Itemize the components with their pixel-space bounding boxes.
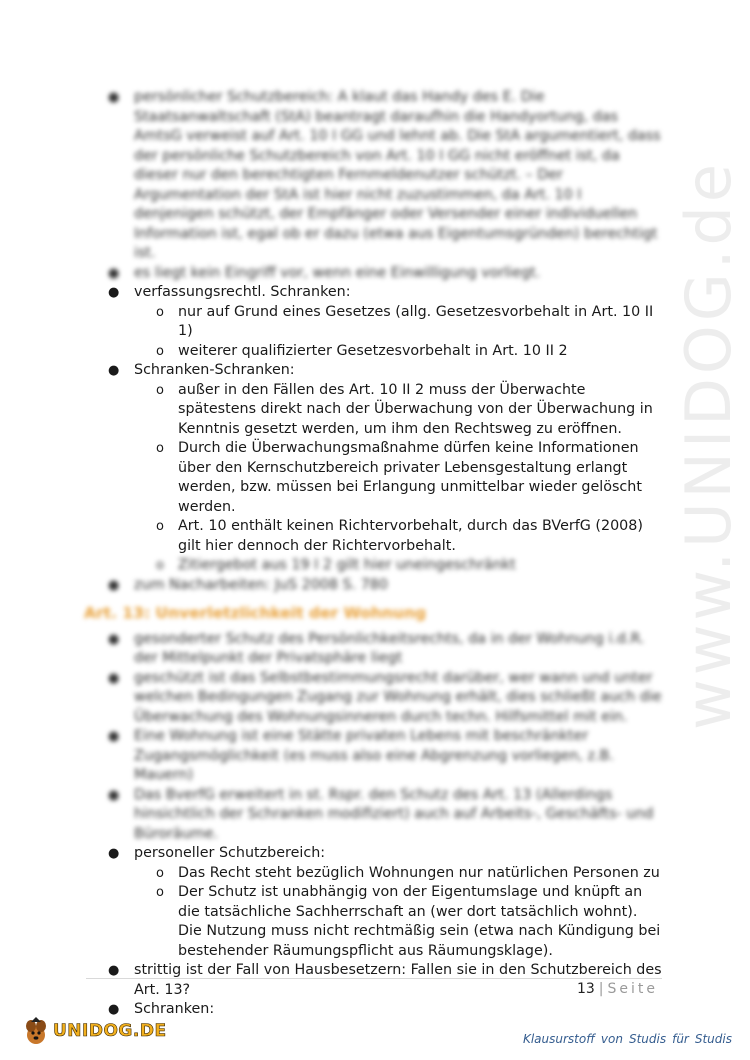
circle-bullet-icon: o [156, 558, 164, 573]
bullet-icon: ● [108, 577, 120, 593]
sub-list-item: o Das Recht steht bezüglich Wohnungen nur natürlichen Personen zu [134, 864, 662, 884]
page-number [577, 981, 658, 997]
section-heading: Art. 13: Unverletzlichkeit der Wohnung [84, 604, 427, 622]
bullet-icon: ● [108, 285, 120, 300]
bullet-icon: ● [108, 363, 120, 378]
page-separator: | [598, 981, 604, 997]
section-art13-list [92, 630, 662, 1020]
circle-bullet-icon: o [156, 519, 164, 534]
limits-limits-sublist [134, 381, 662, 576]
blurred-list-item: ● es liegt kein Eingriff vor, wenn eine Einwilligung vorliegt. [92, 264, 662, 284]
watermark-text: www.UNIDOG.de [672, 160, 745, 730]
bullet-icon: ● [108, 90, 120, 105]
list-item-limits-art13: ● Schranken: [92, 1000, 662, 1020]
sub-list-item: o Durch die Überwachungsmaßnahme dürfen keine Informationen über den Kernschutzbereich privater Lebensgestaltung erlangt werden, bzw. müssen bei Erlangung unmittelbar wieder gelöscht werden. [156, 440, 642, 515]
bullet-icon: ● [108, 631, 120, 647]
blurred-list-item: ● Eine Wohnung ist eine Stätte privaten Lebens mit beschränkter Zugangsmöglichkeit (es muss also eine Abgrenzung vorliegen, z.B. Mauern) [108, 728, 614, 783]
page-number-value: 13 [576, 981, 595, 997]
limits-limits-label: Schranken-Schranken: [134, 362, 295, 378]
circle-bullet-icon: o [156, 343, 164, 359]
bullet-icon: ● [108, 846, 120, 861]
sub-list-item: o Art. 10 enthält keinen Richtervorbehalt, durch das BVerfG (2008) gilt hier dennoch der Richtervorbehalt. [156, 518, 643, 554]
circle-bullet-icon: o [156, 441, 164, 456]
unidog-logo [22, 1016, 167, 1046]
blurred-sub-list-item: o Zitiergebot aus 19 I 2 gilt hier uneingeschränkt [134, 556, 662, 576]
footer-divider [86, 978, 662, 979]
limits-label: verfassungsrechtl. Schranken: [134, 284, 351, 300]
bullet-icon: ● [108, 963, 120, 978]
footer-tagline: Klausurstoff von Studis für Studis [522, 1032, 732, 1046]
logo-text: UNIDOG.DE [53, 1021, 167, 1041]
sub-list-item: o Der Schutz ist unabhängig von der Eigentumslage und knüpft an die tatsächliche Sachherrschaft an (wer dort tatsächlich wohnt). Die Nutzung muss nicht rechtmäßig sein (etwa nach Kündigung bei bestehender Räumungspflicht aus Räumungsklage). [156, 884, 661, 959]
page-word: Seite [607, 981, 658, 997]
dog-logo-icon [22, 1016, 50, 1046]
section-art10-list [92, 88, 662, 595]
circle-bullet-icon: o [156, 304, 164, 320]
sub-list-item: o nur auf Grund eines Gesetzes (allg. Gesetzesvorbehalt in Art. 10 II 1) [156, 303, 654, 339]
bullet-icon: ● [108, 265, 120, 281]
bullet-icon: ● [108, 729, 120, 744]
blurred-list-item: ● geschützt ist das Selbstbestimmungsrecht darüber, wer wann und unter welchen Bedingungen Zugang zur Wohnung erhält, dies schließt auch die Überwachung des Wohnungsinneren durch techn. Hilfsmittel mit ein. [108, 669, 662, 725]
bullet-icon: ● [108, 787, 120, 803]
blurred-list-item: ● Das BverfG erweitert in st. Rspr. den Schutz des Art. 13 (Allerdings hinsichtlich der Schranken modifiziert) auch auf Arbeits-, Geschäfts- und Büroräume. [108, 786, 654, 842]
sub-list-item: o außer in den Fällen des Art. 10 II 2 muss der Überwachte spätestens direkt nach der Überwachung von der Überwachung in Kenntnis gesetzt werden, um ihm den Rechtsweg zu eröffnen. [156, 381, 653, 437]
blurred-list-item: ● gesonderter Schutz des Persönlichkeitsrechts, da in der Wohnung i.d.R. der Mittelpunkt der Privatsphäre liegt [108, 630, 645, 666]
sub-list-item: o weiterer qualifizierter Gesetzesvorbehalt in Art. 10 II 2 [134, 342, 662, 362]
blurred-list-item: ● persönlicher Schutzbereich: A klaut das Handy des E. Die Staatsanwaltschaft (StA) beantragt daraufhin die Handyortung, das AmtsG verweist auf Art. 10 I GG und lehnt ab. Die StA argumentiert, dass der persönliche Schutzbereich von Art. 10 I GG nicht eröffnet ist, da dieser nur den berechtigten Fernmeldenutzer schützt. – Der Argumentation der StA ist hier nicht zuzustimmen, da Art. 10 I denjenigen schützt, der Empfänger oder Versender einer individuellen Information ist, egal ob er dazu (etwa aus Eigentumsgründen) berechtigt ist. [108, 89, 661, 261]
circle-bullet-icon: o [156, 865, 164, 881]
list-item-limits-limits [92, 361, 662, 576]
circle-bullet-icon: o [156, 885, 164, 900]
list-item-limits [92, 283, 662, 361]
list-item-personal-scope [92, 844, 662, 961]
blurred-list-item: ● zum Nacharbeiten: JuS 2008 S. 780 [92, 576, 662, 596]
circle-bullet-icon: o [156, 382, 164, 398]
bullet-icon: ● [108, 1002, 120, 1017]
personal-scope-label: personeller Schutzbereich: [134, 845, 326, 861]
list-item-squatters: ● strittig ist der Fall von Hausbesetzern: Fallen sie in den Schutzbereich des Art. 13? [108, 962, 662, 998]
bullet-icon: ● [108, 670, 120, 686]
personal-scope-sublist [134, 864, 662, 962]
document-body [84, 88, 662, 1020]
limits-sublist [134, 303, 662, 362]
